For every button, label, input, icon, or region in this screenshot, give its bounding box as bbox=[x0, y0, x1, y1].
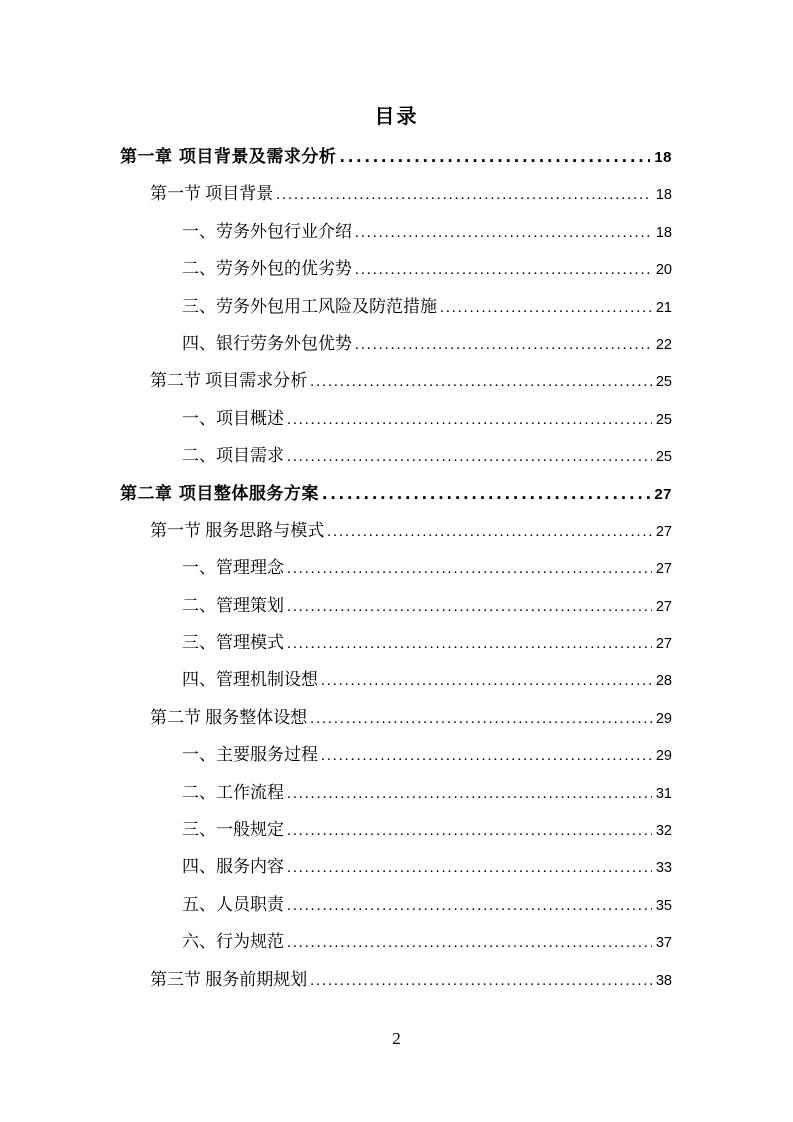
toc-entry-page: 27 bbox=[655, 636, 672, 653]
toc-entry[interactable] bbox=[120, 296, 672, 333]
toc-leader-dots bbox=[322, 483, 650, 505]
toc-entry[interactable] bbox=[120, 669, 672, 706]
toc-leader-dots bbox=[310, 707, 652, 730]
toc-entry-label: 二、管理策划 bbox=[182, 595, 284, 615]
toc-leader-dots bbox=[339, 146, 650, 168]
toc-entry-label: 三、管理模式 bbox=[182, 633, 284, 653]
toc-leader-dots bbox=[327, 520, 652, 543]
toc-leader-dots bbox=[287, 819, 652, 842]
toc-entry[interactable] bbox=[120, 632, 672, 669]
toc-entry-label: 一、项目概述 bbox=[182, 408, 284, 428]
toc-leader-dots bbox=[287, 557, 652, 580]
toc-entry-label: 一、劳务外包行业介绍 bbox=[182, 221, 352, 241]
toc-leader-dots bbox=[355, 221, 652, 244]
toc-leader-dots bbox=[287, 931, 652, 954]
toc-entry[interactable] bbox=[120, 707, 672, 744]
toc-entry[interactable] bbox=[120, 445, 672, 482]
toc-entry-label: 第一节 服务思路与模式 bbox=[150, 520, 325, 540]
toc-entry[interactable] bbox=[120, 819, 672, 856]
toc-entry-page: 21 bbox=[655, 299, 672, 316]
toc-entry-label: 二、劳务外包的优劣势 bbox=[182, 259, 352, 279]
toc-entry-label: 六、行为规范 bbox=[182, 932, 284, 952]
toc-entry-label: 第二章 项目整体服务方案 bbox=[120, 483, 319, 504]
toc-entry-label: 第三节 服务前期规划 bbox=[150, 969, 308, 989]
toc-leader-dots bbox=[287, 856, 652, 879]
toc-entry-page: 31 bbox=[655, 785, 672, 802]
toc-entry[interactable] bbox=[120, 595, 672, 632]
toc-entry-label: 三、一般规定 bbox=[182, 820, 284, 840]
toc-entry-page: 32 bbox=[655, 823, 672, 840]
toc-entry[interactable] bbox=[120, 520, 672, 557]
toc-leader-dots bbox=[321, 669, 652, 692]
toc-leader-dots bbox=[287, 782, 652, 805]
toc-entry-page: 25 bbox=[655, 449, 672, 466]
toc-leader-dots bbox=[310, 969, 652, 992]
toc-entry-page: 18 bbox=[654, 149, 672, 166]
toc-entry-page: 27 bbox=[655, 598, 672, 615]
toc-entry[interactable] bbox=[120, 557, 672, 594]
toc-entry[interactable] bbox=[120, 856, 672, 893]
toc-leader-dots bbox=[287, 595, 652, 618]
toc-entry-page: 25 bbox=[655, 411, 672, 428]
toc-entry-page: 29 bbox=[655, 748, 672, 765]
toc-entry[interactable] bbox=[120, 931, 672, 968]
toc-entry-page: 20 bbox=[655, 262, 672, 279]
toc-entry-page: 28 bbox=[655, 673, 672, 690]
toc-leader-dots bbox=[287, 894, 652, 917]
toc-entry[interactable] bbox=[120, 894, 672, 931]
toc-title: 目录 bbox=[374, 104, 419, 128]
toc-entry-page: 18 bbox=[655, 224, 672, 241]
toc-entry[interactable] bbox=[120, 258, 672, 295]
toc-entry-label: 二、工作流程 bbox=[182, 782, 284, 802]
toc-leader-dots bbox=[287, 408, 652, 431]
toc-entry-label: 四、银行劳务外包优势 bbox=[182, 333, 352, 353]
toc-entry-label: 第二节 服务整体设想 bbox=[150, 707, 308, 727]
toc-entry[interactable] bbox=[120, 744, 672, 781]
toc-leader-dots bbox=[287, 445, 652, 468]
toc-entry-page: 27 bbox=[654, 485, 672, 503]
toc-entry-page: 35 bbox=[655, 897, 672, 914]
toc-entry-label: 五、人员职责 bbox=[182, 894, 284, 914]
toc-entry[interactable] bbox=[120, 370, 672, 407]
toc-entry[interactable] bbox=[120, 782, 672, 819]
toc-entry[interactable] bbox=[120, 483, 672, 520]
toc-list bbox=[120, 146, 672, 1006]
toc-entry-page: 37 bbox=[655, 935, 672, 952]
toc-entry[interactable] bbox=[120, 221, 672, 258]
toc-leader-dots bbox=[321, 744, 652, 767]
toc-leader-dots bbox=[440, 296, 652, 319]
toc-leader-dots bbox=[355, 333, 652, 356]
toc-leader-dots bbox=[287, 632, 652, 655]
toc-entry-page: 33 bbox=[655, 860, 672, 877]
toc-entry-page: 29 bbox=[655, 710, 672, 727]
toc-entry-page: 22 bbox=[655, 336, 672, 353]
toc-entry-label: 一、管理理念 bbox=[182, 558, 284, 578]
toc-entry-label: 第一章 项目背景及需求分析 bbox=[120, 147, 337, 167]
toc-entry[interactable] bbox=[120, 146, 672, 183]
toc-entry-label: 二、项目需求 bbox=[182, 446, 284, 466]
toc-entry-label: 一、主要服务过程 bbox=[182, 745, 318, 765]
toc-entry[interactable] bbox=[120, 969, 672, 1006]
toc-entry-label: 第一节 项目背景 bbox=[150, 184, 274, 204]
toc-entry-label: 四、管理机制设想 bbox=[182, 670, 318, 690]
toc-entry-page: 38 bbox=[655, 972, 672, 989]
toc-entry[interactable] bbox=[120, 333, 672, 370]
toc-entry-label: 四、服务内容 bbox=[182, 857, 284, 877]
toc-entry-page: 25 bbox=[655, 374, 672, 391]
toc-leader-dots bbox=[355, 258, 652, 281]
toc-leader-dots bbox=[276, 183, 652, 206]
page-number: 2 bbox=[392, 1029, 401, 1048]
toc-entry-page: 18 bbox=[655, 187, 672, 204]
toc-entry-label: 三、劳务外包用工风险及防范措施 bbox=[182, 296, 437, 316]
toc-entry-page: 27 bbox=[655, 523, 672, 540]
toc-entry[interactable] bbox=[120, 183, 672, 220]
toc-entry[interactable] bbox=[120, 408, 672, 445]
toc-entry-page: 27 bbox=[655, 561, 672, 578]
toc-leader-dots bbox=[310, 370, 652, 393]
toc-entry-label: 第二节 项目需求分析 bbox=[150, 371, 308, 391]
